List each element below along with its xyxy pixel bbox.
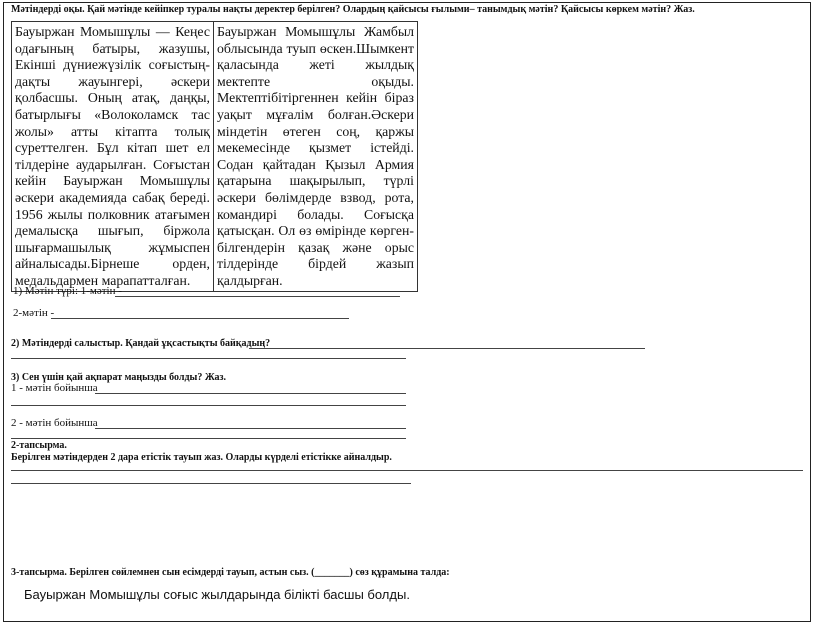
q3-label: 3) Сен үшін қай ақпарат маңызды болды? Жаз.	[11, 372, 227, 383]
instruction-text: Мәтіндерді оқы. Қай мәтінде кейіпкер туралы нақты деректер берілген? Олардың қайсысы ғылыми– танымдық мәтін? Қайсысы көркем мәтін? Жаз.	[11, 4, 695, 15]
task2-text: Берілген мәтіндерден 2 дара етістік тауып жаз. Оларды күрделі етістікке айналдыр.	[11, 452, 392, 463]
q3-answer-line-4[interactable]	[11, 438, 406, 439]
q3-answer-line-1[interactable]	[95, 393, 406, 394]
text-1-cell: Бауыржан Момышұлы — Кеңес одағының батыры, жазушы, Екінші дүниежүзілік соғыстыңдақты жауынгері, әскери қолбасшы. Оның атақ, даңқы, батырлығы «Волоколамск тас жолы» атты кітапта толық суреттелген. Бұл кітап шет ел тілдеріне аударылған. Соғыстан кейін Бауыржан Момышұлы әскери академияда сабақ береді. 1956 жылы полковник атағымен демалысқа шығып, біржола шығармашылық жұмыспен айналысады.Бірнеше орден, медальдармен марапатталған.	[12, 22, 214, 292]
q1-label-2: 2-мәтін -	[13, 307, 55, 319]
texts-table	[11, 21, 418, 292]
q3-answer-line-3[interactable]	[95, 428, 406, 429]
q3-item-2: 2 - мәтін бойынша	[11, 417, 98, 429]
q1-label: 1) Мәтін түрі: 1-мәтін -	[13, 285, 122, 297]
q3-item-1: 1 - мәтін бойынша	[11, 382, 98, 394]
task2-answer-line-2[interactable]	[11, 483, 411, 484]
task3-sentence: Бауыржан Момышұлы соғыс жылдарында білікті басшы болды.	[24, 587, 410, 602]
q3-answer-line-2[interactable]	[11, 405, 406, 406]
q1-answer-line-1[interactable]	[115, 296, 400, 297]
text-2-cell: Бауыржан Момышұлы Жамбыл облысында туып өскен.Шымкент қаласында жеті жылдық мектепте оқыды. Мектептібітіргеннен кейін біраз уақыт мұғалім болған.Әскери міндетін өтеген соң, қаржы мекемесінде қызмет істейді. Содан қайтадан Қызыл Армия қатарына шақырылып, түрлі әскери бөлімдерде взвод, рота, командирі болады. Соғысқа қатысқан. Ол өз өмірінде көрген-білгендерін қазақ және орыс тілдерінде бірдей жазып қалдырған.	[214, 22, 418, 292]
task2-title: 2-тапсырма.	[11, 440, 67, 451]
q2-answer-line-1[interactable]	[249, 348, 645, 349]
q2-label: 2) Мәтіндерді салыстыр. Қандай ұқсастықты байқадың?	[11, 338, 271, 349]
q2-answer-line-2[interactable]	[11, 358, 406, 359]
task3-text: 3-тапсырма. Берілген сөйлемнен сын есімдерді тауып, астын сыз. (_______) сөз құрамына талда:	[11, 567, 450, 578]
q1-answer-line-2[interactable]	[51, 318, 349, 319]
task2-answer-line-1[interactable]	[11, 470, 803, 471]
